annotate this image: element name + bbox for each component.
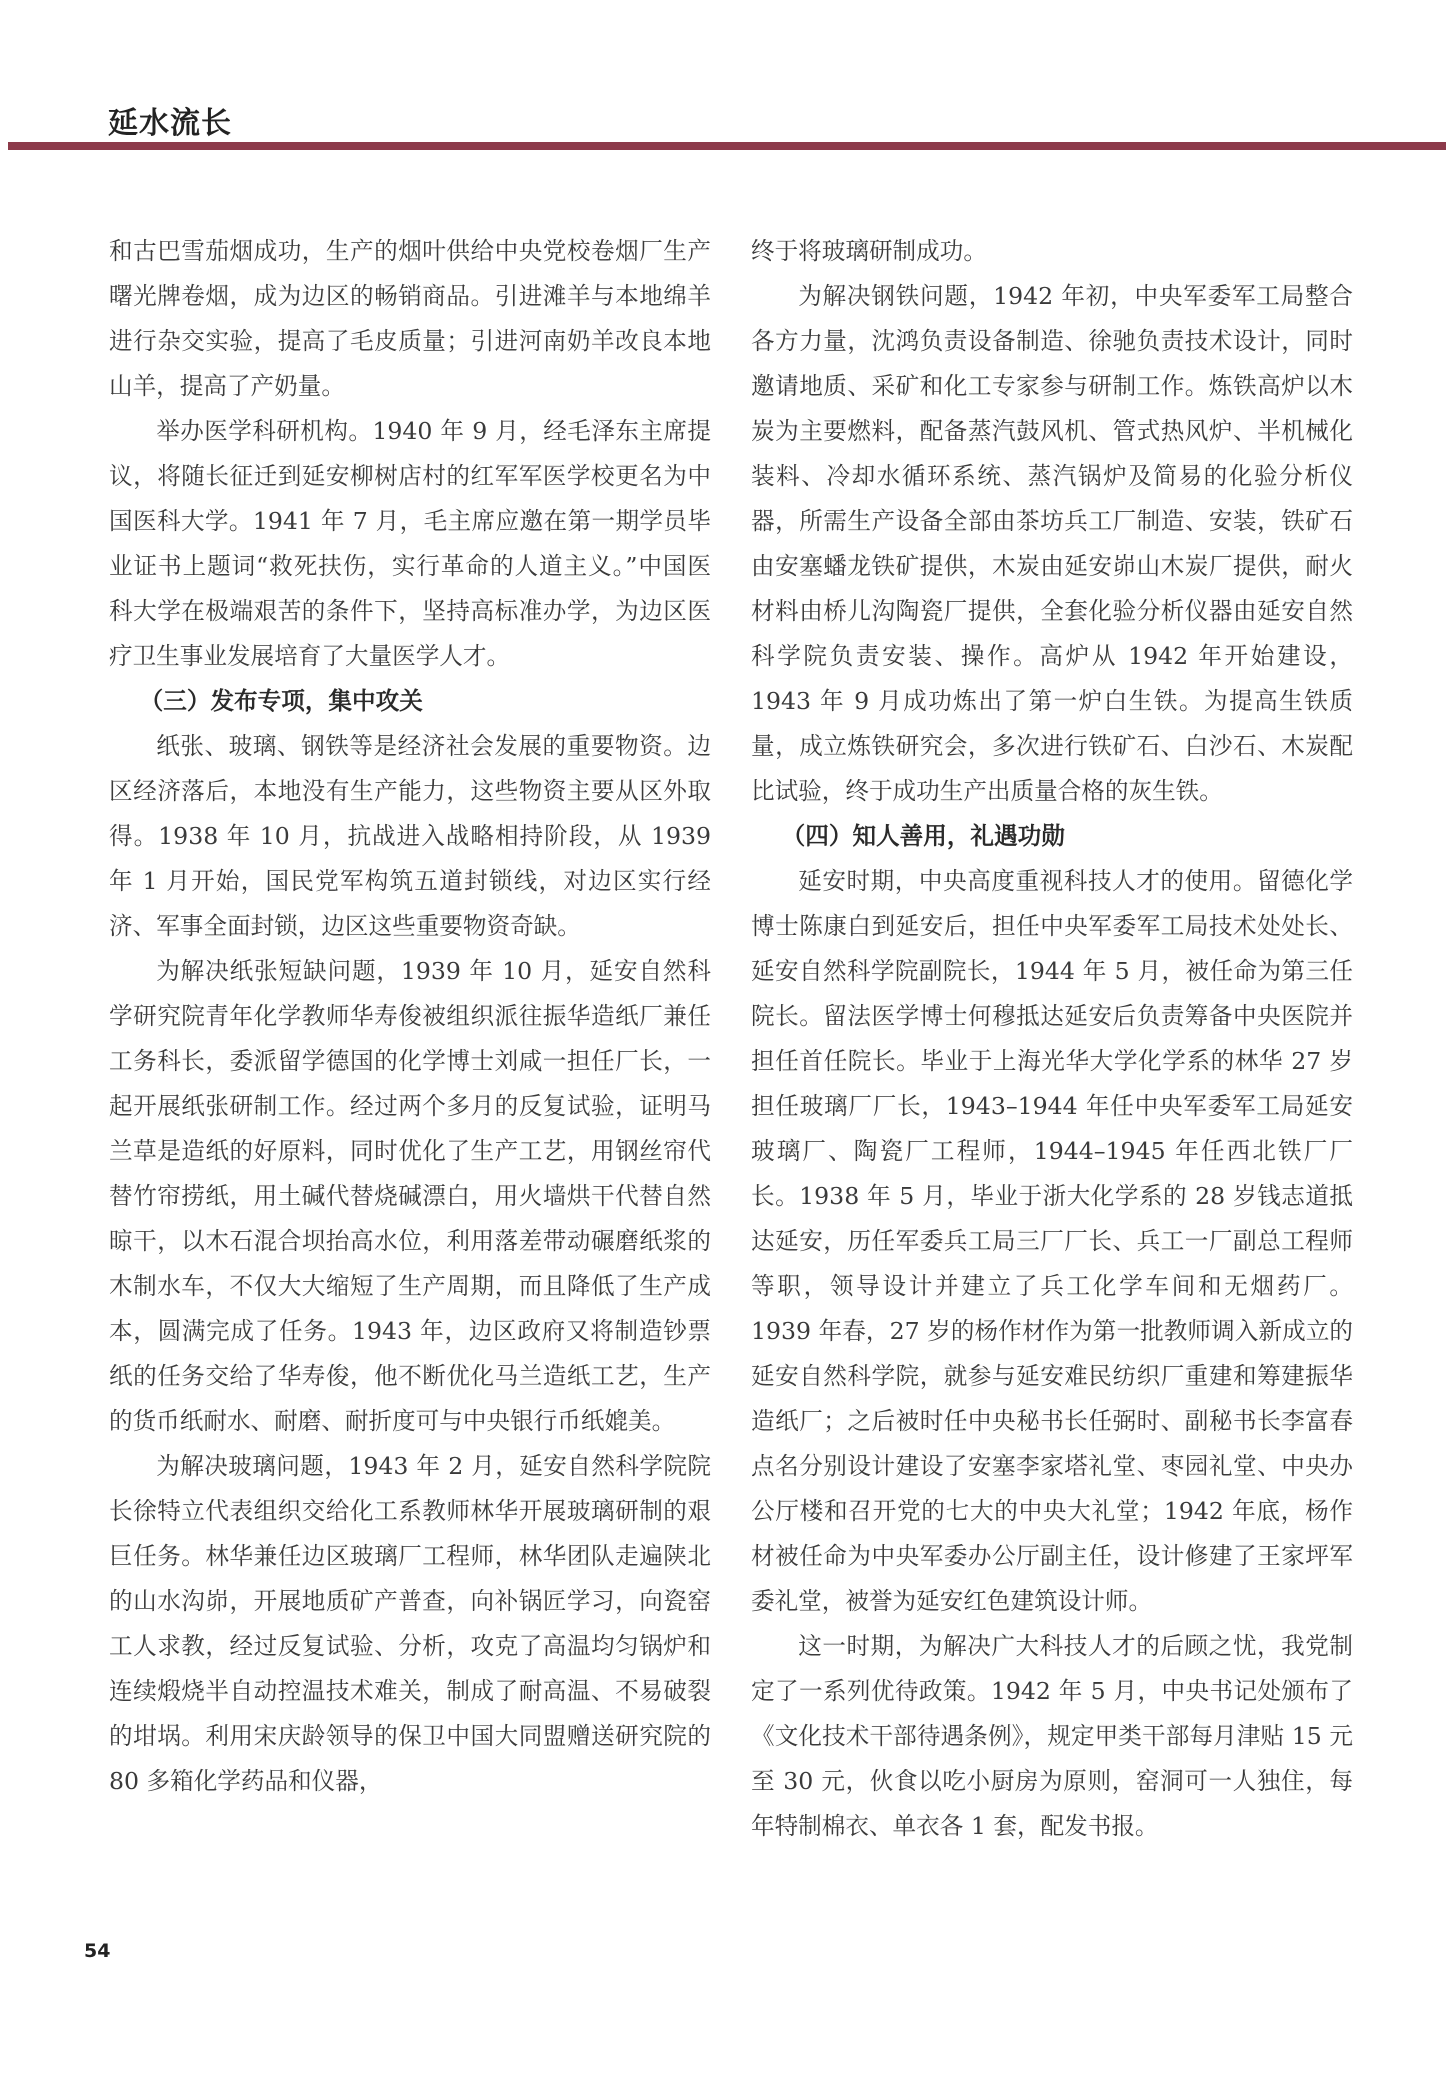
- paragraph: 为解决玻璃问题，1943 年 2 月，延安自然科学院院长徐特立代表组织交给化工系教师林华开展玻璃研制的艰巨任务。林华兼任边区玻璃厂工程师，林华团队走遍陕北的山水沟峁，开展地质矿产普查，向补锅匠学习，向瓷窑工人求教，经过反复试验、分析，攻克了高温均匀锅炉和连续煅烧半自动控温技术难关，制成了耐高温、不易破裂的坩埚。利用宋庆龄领导的保卫中国大同盟赠送研究院的 80 多箱化学药品和仪器，: [109, 1452, 711, 1795]
- header-rule: [8, 142, 1446, 150]
- paragraph: 纸张、玻璃、钢铁等是经济社会发展的重要物资。边区经济落后，本地没有生产能力，这些物资主要从区外取得。1938 年 10 月，抗战进入战略相持阶段，从 1939 年 1 月开始，国民党军构筑五道封锁线，对边区实行经济、军事全面封锁，边区这些重要物资奇缺。: [109, 732, 711, 940]
- paragraph: 延安时期，中央高度重视科技人才的使用。留德化学博士陈康白到延安后，担任中央军委军工局技术处处长、延安自然科学院副院长，1944 年 5 月，被任命为第三任院长。留法医学博士何穆抵达延安后负责筹备中央医院并担任首任院长。毕业于上海光华大学化学系的林华 27 岁担任玻璃厂厂长，1943–1944 年任中央军委军工局延安玻璃厂、陶瓷厂工程师，1944–1945 年任西北铁厂厂长。1938 年 5 月，毕业于浙大化学系的 28 岁钱志道抵达延安，历任军委兵工局三厂厂长、兵工一厂副总工程师等职，领导设计并建立了兵工化学车间和无烟药厂。1939 年春，27 岁的杨作材作为第一批教师调入新成立的延安自然科学院，就参与延安难民纺织厂重建和筹建振华造纸厂；之后被时任中央秘书长任弼时、副秘书长李富春点名分别设计建设了安塞李家塔礼堂、枣园礼堂、中央办公厅楼和召开党的七大的中央大礼堂；1942 年底，杨作材被任命为中央军委办公厅副主任，设计修建了王家坪军委礼堂，被誉为延安红色建筑设计师。: [751, 867, 1353, 1615]
- section-heading: （三）发布专项，集中攻关: [139, 687, 423, 715]
- section-title: 延水流长: [108, 106, 232, 141]
- paragraph: 为解决钢铁问题，1942 年初，中央军委军工局整合各方力量，沈鸿负责设备制造、徐驰负责技术设计，同时邀请地质、采矿和化工专家参与研制工作。炼铁高炉以木炭为主要燃料，配备蒸汽鼓风机、管式热风炉、半机械化装料、冷却水循环系统、蒸汽锅炉及简易的化验分析仪器，所需生产设备全部由茶坊兵工厂制造、安装，铁矿石由安塞蟠龙铁矿提供，木炭由延安峁山木炭厂提供，耐火材料由桥儿沟陶瓷厂提供，全套化验分析仪器由延安自然科学院负责安装、操作。高炉从 1942 年开始建设，1943 年 9 月成功炼出了第一炉白生铁。为提高生铁质量，成立炼铁研究会，多次进行铁矿石、白沙石、木炭配比试验，终于成功生产出质量合格的灰生铁。: [751, 282, 1353, 805]
- section-heading: （四）知人善用，礼遇功勋: [781, 822, 1065, 850]
- paragraph: 这一时期，为解决广大科技人才的后顾之忧，我党制定了一系列优待政策。1942 年 5 月，中央书记处颁布了《文化技术干部待遇条例》，规定甲类干部每月津贴 15 元至 30 元，伙食以吃小厨房为原则，窑洞可一人独住，每年特制棉衣、单衣各 1 套，配发书报。: [751, 1632, 1353, 1840]
- left-column: [109, 229, 711, 1804]
- right-column: [751, 229, 1353, 1849]
- paragraph: 为解决纸张短缺问题，1939 年 10 月，延安自然科学研究院青年化学教师华寿俊被组织派往振华造纸厂兼任工务科长，委派留学德国的化学博士刘咸一担任厂长，一起开展纸张研制工作。经过两个多月的反复试验，证明马兰草是造纸的好原料，同时优化了生产工艺，用钢丝帘代替竹帘捞纸，用土碱代替烧碱漂白，用火墙烘干代替自然晾干，以木石混合坝抬高水位，利用落差带动碾磨纸浆的木制水车，不仅大大缩短了生产周期，而且降低了生产成本，圆满完成了任务。1943 年，边区政府又将制造钞票纸的任务交给了华寿俊，他不断优化马兰造纸工艺，生产的货币纸耐水、耐磨、耐折度可与中央银行币纸媲美。: [109, 957, 711, 1435]
- paragraph: 和古巴雪茄烟成功，生产的烟叶供给中央党校卷烟厂生产曙光牌卷烟，成为边区的畅销商品。引进滩羊与本地绵羊进行杂交实验，提高了毛皮质量；引进河南奶羊改良本地山羊，提高了产奶量。: [109, 237, 711, 400]
- page-number: 54: [84, 1940, 111, 1962]
- paragraph: 举办医学科研机构。1940 年 9 月，经毛泽东主席提议，将随长征迁到延安柳树店村的红军军医学校更名为中国医科大学。1941 年 7 月，毛主席应邀在第一期学员毕业证书上题词“救死扶伤，实行革命的人道主义。”中国医科大学在极端艰苦的条件下，坚持高标准办学，为边区医疗卫生事业发展培育了大量医学人才。: [109, 417, 711, 670]
- paragraph: 终于将玻璃研制成功。: [751, 237, 987, 265]
